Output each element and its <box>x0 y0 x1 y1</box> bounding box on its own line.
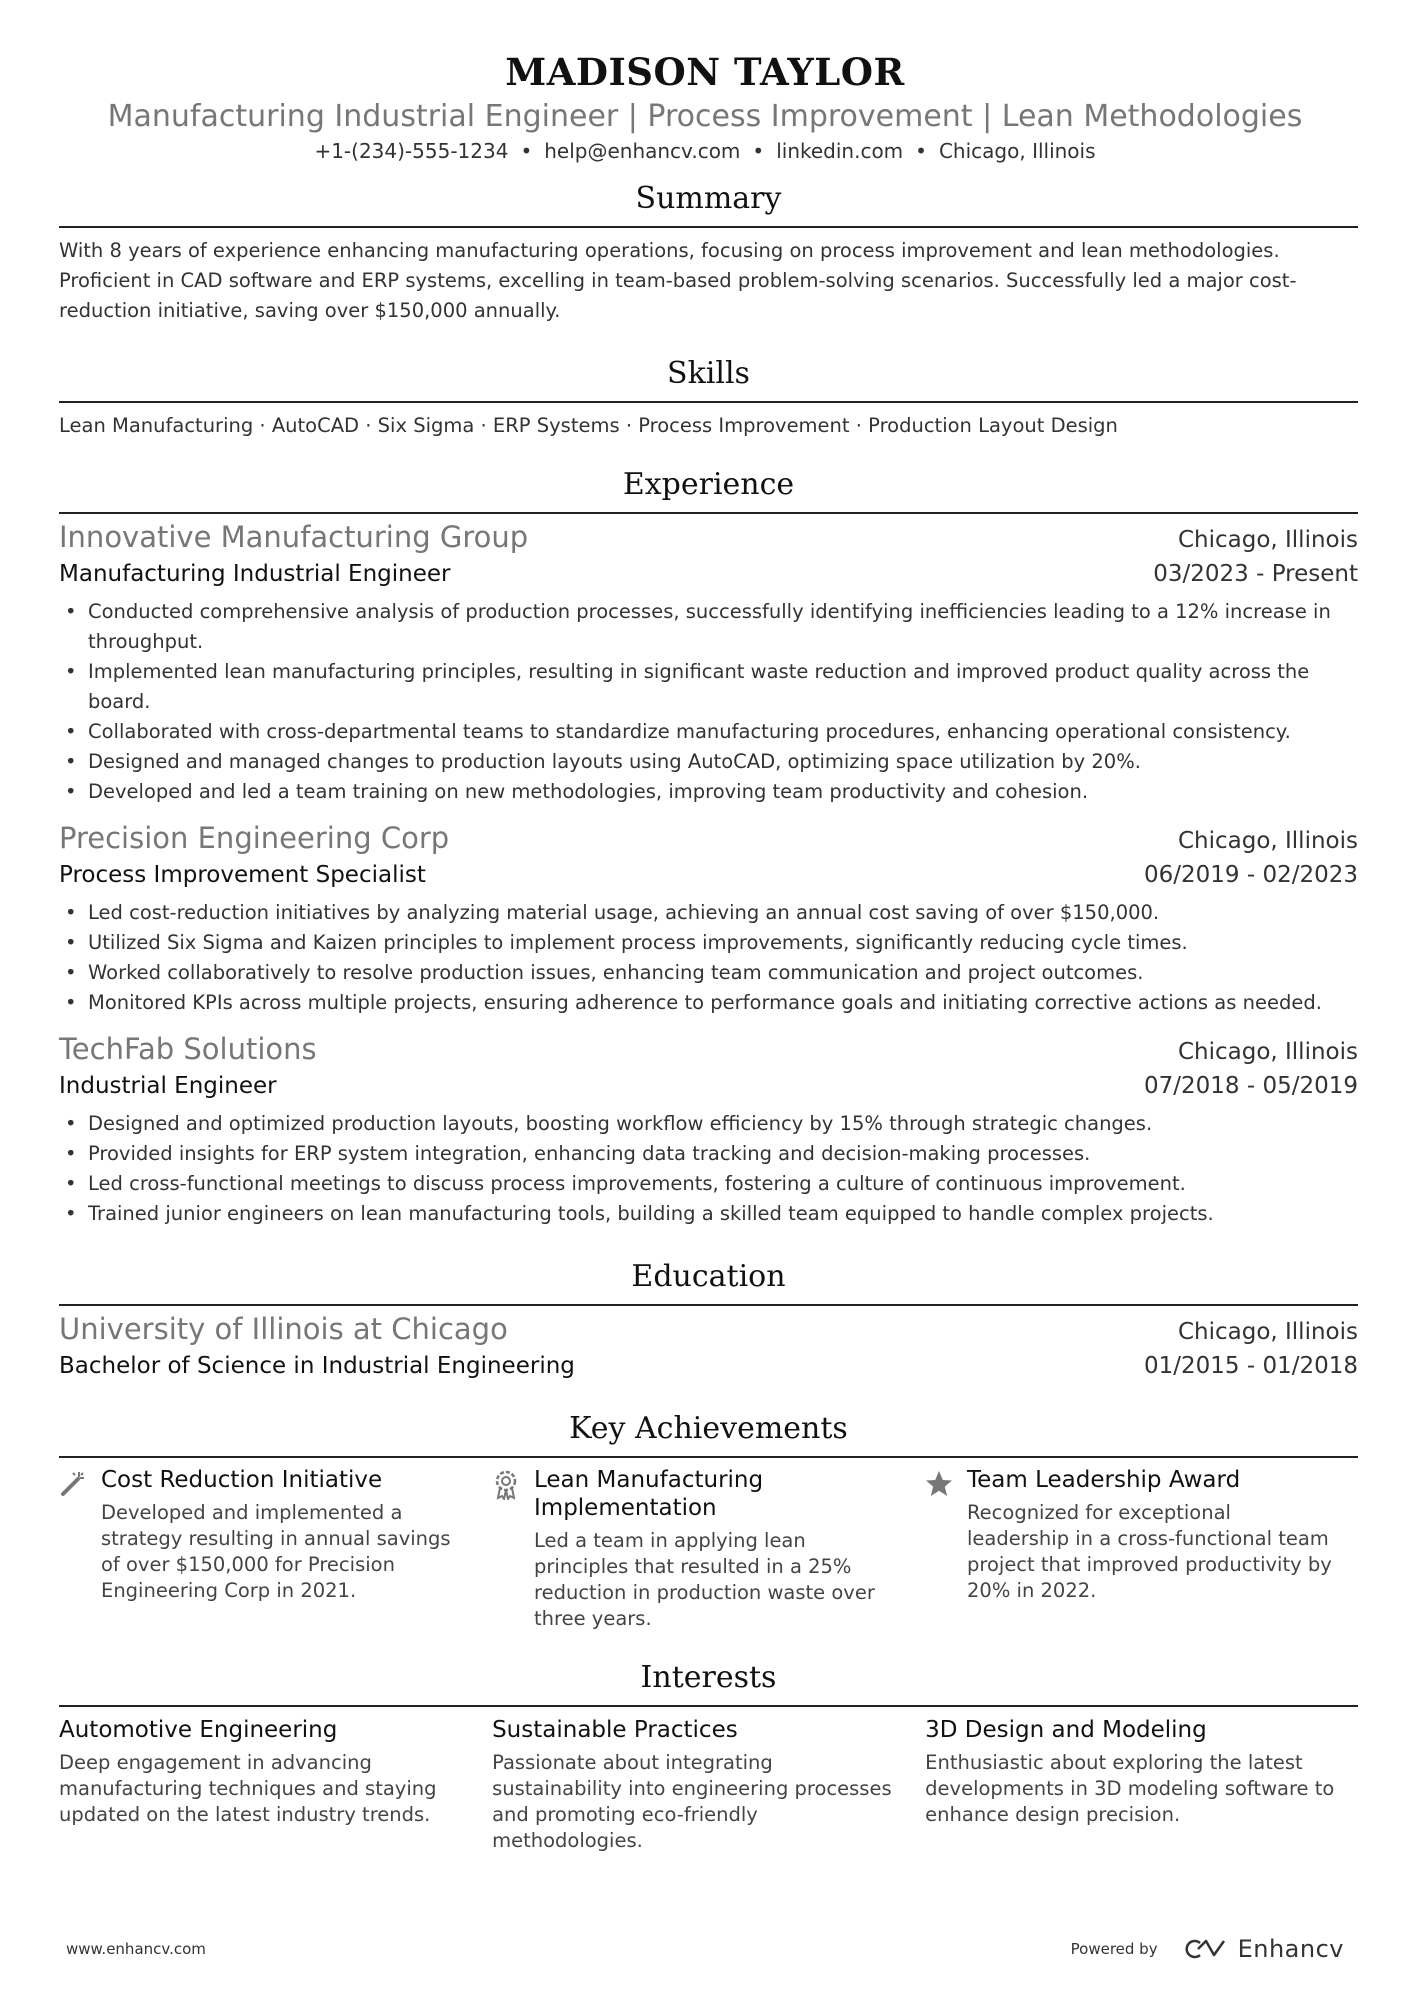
summary-title: Summary <box>59 178 1358 228</box>
contact-separator: • <box>752 139 765 163</box>
job-entry <box>59 518 1358 807</box>
phone: +1-(234)-555-1234 <box>314 139 509 163</box>
job-dates: 07/2018 - 05/2019 <box>1143 1073 1358 1099</box>
job-bullet: • Worked collaboratively to resolve production issues, enhancing team communication and project outcomes. <box>59 958 1358 988</box>
brand-name: Enhancv <box>1237 1935 1344 1963</box>
company-name: TechFab Solutions <box>59 1032 317 1066</box>
interest-title: Sustainable Practices <box>492 1717 738 1743</box>
achievement-title: Team Leadership Award <box>967 1467 1241 1493</box>
summary-text: With 8 years of experience enhancing manufacturing operations, focusing on process improvement and lean methodologies. Proficient in CAD software and ERP systems, excelling in team-based problem-solving scenarios. Successfully led a major cost-reduction initiative, saving over $150,000 annually. <box>59 239 1297 322</box>
school-location: Chicago, Illinois <box>1177 1319 1358 1345</box>
job-bullets <box>59 597 1358 807</box>
contact-separator: • <box>915 139 927 163</box>
experience-section <box>59 464 1358 1229</box>
job-bullets <box>59 898 1358 1018</box>
interest-item <box>925 1715 1358 1854</box>
interest-item <box>59 1715 492 1854</box>
job-bullet: • Provided insights for ERP system integration, enhancing data tracking and decision-making processes. <box>59 1139 1358 1169</box>
powered-by <box>1071 1935 1344 1963</box>
achievement-title: Lean Manufacturing Implementation <box>534 1467 764 1521</box>
achievement-item <box>925 1466 1358 1632</box>
interest-title: 3D Design and Modeling <box>925 1717 1207 1743</box>
job-bullet: • Conducted comprehensive analysis of production processes, successfully identifying inefficiencies leading to a 12% increase in throughput. <box>59 597 1358 657</box>
achievement-desc: Recognized for exceptional leadership in a cross-functional team project that improved productivity by 20% in 2022. <box>967 1501 1332 1602</box>
star-icon <box>925 1466 967 1632</box>
job-bullet: • Led cross-functional meetings to discuss process improvements, fostering a culture of continuous improvement. <box>59 1169 1358 1199</box>
enhancv-logo-icon <box>1184 1937 1230 1961</box>
job-entry <box>59 819 1358 1018</box>
school-name: University of Illinois at Chicago <box>59 1312 508 1346</box>
job-bullets <box>59 1109 1358 1229</box>
job-location: Chicago, Illinois <box>1177 527 1358 553</box>
education-dates: 01/2015 - 01/2018 <box>1143 1353 1358 1379</box>
company-name: Precision Engineering Corp <box>59 821 450 855</box>
job-dates: 06/2019 - 02/2023 <box>1143 862 1358 888</box>
job-location: Chicago, Illinois <box>1177 1039 1358 1065</box>
interest-desc: Enthusiastic about exploring the latest developments in 3D modeling software to enhance design precision. <box>925 1751 1335 1826</box>
job-bullet: • Implemented lean manufacturing principles, resulting in significant waste reduction and improved product quality across the board. <box>59 657 1358 717</box>
interests-title: Interests <box>59 1657 1358 1707</box>
job-entry <box>59 1030 1358 1229</box>
award-badge-icon <box>492 1466 534 1632</box>
candidate-name: MADISON TAYLOR <box>505 50 905 94</box>
achievements-section <box>59 1408 1358 1632</box>
job-bullet: • Designed and managed changes to production layouts using AutoCAD, optimizing space utilization by 20%. <box>59 747 1358 777</box>
education-section <box>59 1256 1358 1383</box>
job-role: Industrial Engineer <box>59 1073 277 1099</box>
job-dates: 03/2023 - Present <box>1153 561 1358 587</box>
job-bullet: • Trained junior engineers on lean manufacturing tools, building a skilled team equipped to handle complex projects. <box>59 1199 1358 1229</box>
achievement-desc: Developed and implemented a strategy resulting in annual savings of over $150,000 for Precision Engineering Corp in 2021. <box>101 1501 451 1602</box>
powered-by-label: Powered by <box>1070 1940 1158 1958</box>
job-location: Chicago, Illinois <box>1177 828 1358 854</box>
achievement-item <box>492 1466 925 1632</box>
candidate-headline: Manufacturing Industrial Engineer | Process Improvement | Lean Methodologies <box>107 99 1303 134</box>
achievements-title: Key Achievements <box>59 1408 1358 1458</box>
company-name: Innovative Manufacturing Group <box>59 520 529 554</box>
interest-title: Automotive Engineering <box>59 1717 338 1743</box>
achievement-item <box>59 1466 492 1632</box>
job-role: Process Improvement Specialist <box>59 862 426 888</box>
location: Chicago, Illinois <box>938 139 1096 163</box>
achievement-desc: Led a team in applying lean principles that resulted in a 25% reduction in production waste over three years. <box>534 1529 875 1630</box>
achievement-title: Cost Reduction Initiative <box>101 1467 383 1493</box>
job-role: Manufacturing Industrial Engineer <box>59 561 451 587</box>
job-bullet: • Led cost-reduction initiatives by analyzing material usage, achieving an annual cost saving of over $150,000. <box>59 898 1358 928</box>
resume-header <box>0 0 1410 165</box>
skills-title: Skills <box>59 353 1358 403</box>
contact-line <box>0 137 1410 165</box>
skills-text: Lean Manufacturing · AutoCAD · Six Sigma · ERP Systems · Process Improvement · Production Layout Design <box>59 414 1118 437</box>
skills-section <box>59 353 1358 441</box>
job-bullet: • Developed and led a team training on new methodologies, improving team productivity and cohesion. <box>59 777 1358 807</box>
job-bullet: • Collaborated with cross-departmental teams to standardize manufacturing procedures, enhancing operational consistency. <box>59 717 1358 747</box>
interests-section <box>59 1657 1358 1854</box>
footer-url[interactable]: www.enhancv.com <box>66 1940 206 1958</box>
email[interactable]: help@enhancv.com <box>544 139 741 163</box>
job-bullet: • Utilized Six Sigma and Kaizen principles to implement process improvements, significantly reducing cycle times. <box>59 928 1358 958</box>
magic-wand-icon <box>59 1466 101 1632</box>
contact-separator: • <box>520 139 533 163</box>
interest-desc: Passionate about integrating sustainability into engineering processes and promoting eco-friendly methodologies. <box>492 1751 892 1852</box>
job-bullet: • Monitored KPIs across multiple projects, ensuring adherence to performance goals and initiating corrective actions as needed. <box>59 988 1358 1018</box>
degree: Bachelor of Science in Industrial Engineering <box>59 1353 575 1379</box>
linkedin[interactable]: linkedin.com <box>776 139 904 163</box>
interest-desc: Deep engagement in advancing manufacturing techniques and staying updated on the latest industry trends. <box>59 1751 437 1826</box>
summary-section <box>59 178 1358 326</box>
experience-title: Experience <box>59 464 1358 514</box>
education-title: Education <box>59 1256 1358 1306</box>
job-bullet: • Designed and optimized production layouts, boosting workflow efficiency by 15% through strategic changes. <box>59 1109 1358 1139</box>
page-footer <box>66 1935 1344 1963</box>
interest-item <box>492 1715 925 1854</box>
